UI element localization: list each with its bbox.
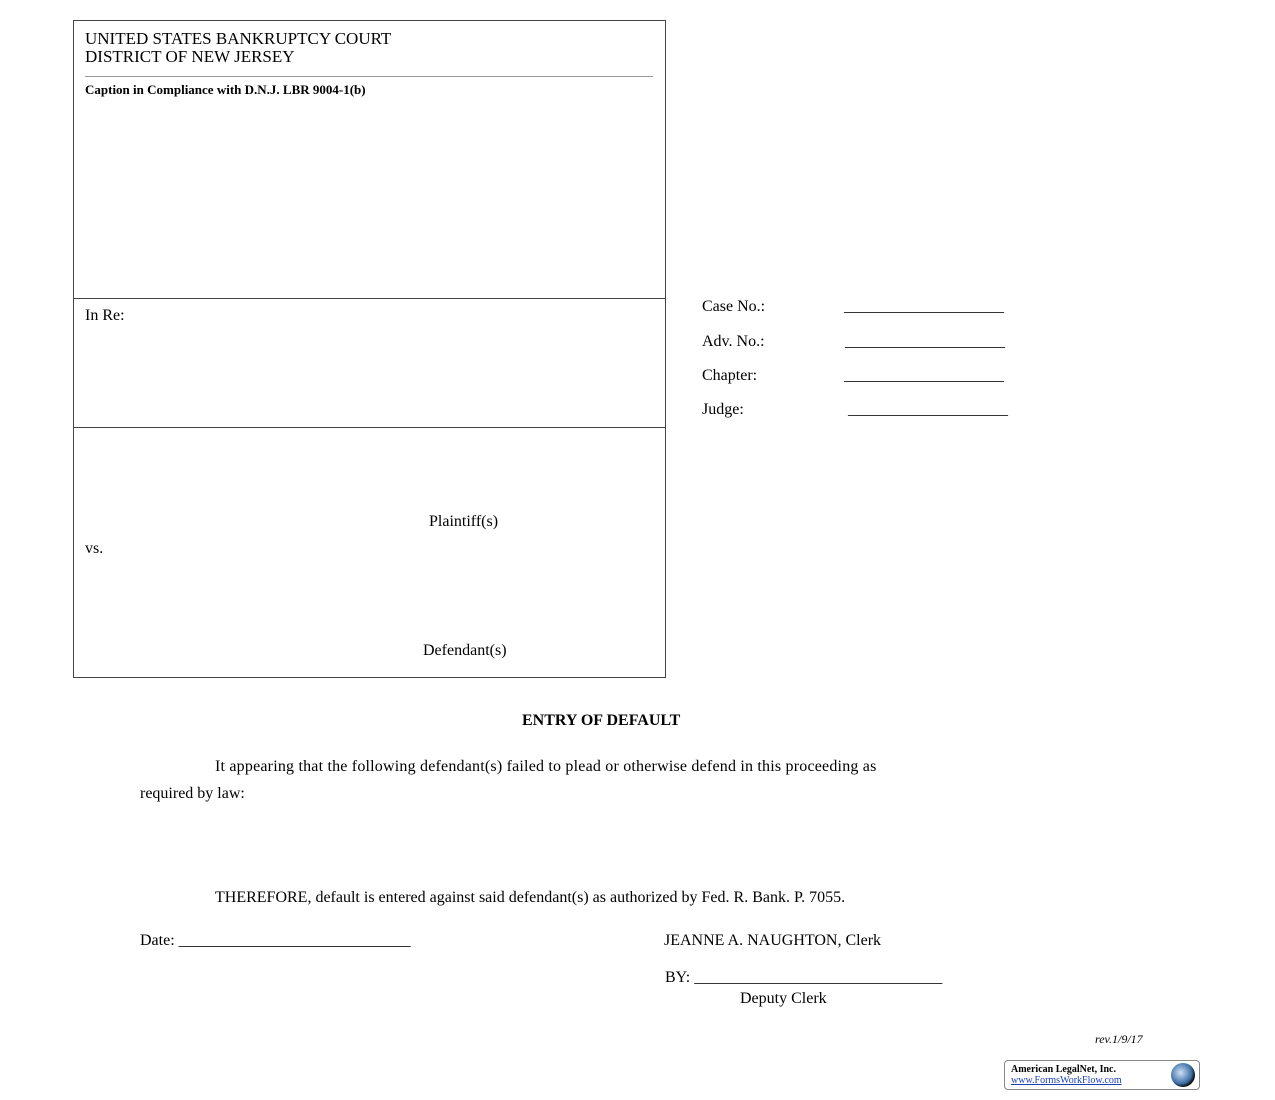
- caption-divider: [85, 76, 653, 77]
- paragraph-1-line-2: required by law:: [140, 785, 245, 802]
- signature-field[interactable]: BY: _______________________________: [665, 969, 943, 986]
- court-name: UNITED STATES BANKRUPTCY COURT: [85, 29, 392, 48]
- deputy-clerk-label: Deputy Clerk: [740, 990, 827, 1007]
- date-field[interactable]: Date: _____________________________: [140, 932, 411, 949]
- district-name: DISTRICT OF NEW JERSEY: [85, 47, 295, 66]
- judge-label: Judge:: [702, 401, 744, 418]
- compliance-note: Caption in Compliance with D.N.J. LBR 9004-1(b): [85, 82, 366, 97]
- adv-no-label: Adv. No.:: [702, 333, 765, 350]
- paragraph-1-line-1: It appearing that the following defendant(s) failed to plead or otherwise defend in this proceeding as: [215, 758, 877, 775]
- logo-company: American LegalNet, Inc.: [1011, 1064, 1116, 1075]
- defendant-label: Defendant(s): [423, 642, 507, 659]
- plaintiff-label: Plaintiff(s): [429, 513, 499, 530]
- document-title: ENTRY OF DEFAULT: [522, 712, 681, 729]
- paragraph-2: THEREFORE, default is entered against said defendant(s) as authorized by Fed. R. Bank. P. 7055.: [215, 889, 846, 906]
- chapter-label: Chapter:: [702, 367, 758, 384]
- in-re-label: In Re:: [85, 307, 125, 324]
- case-no-blank[interactable]: ____________________: [844, 298, 1004, 315]
- vs-label: vs.: [85, 540, 104, 557]
- adv-no-blank[interactable]: ____________________: [845, 333, 1005, 350]
- clerk-name: JEANNE A. NAUGHTON, Clerk: [664, 932, 882, 949]
- globe-icon: [1171, 1063, 1195, 1087]
- chapter-blank[interactable]: ____________________: [844, 367, 1004, 384]
- judge-blank[interactable]: ____________________: [848, 401, 1008, 418]
- case-no-label: Case No.:: [702, 298, 766, 315]
- in-re-box: [73, 297, 666, 428]
- parties-box: [73, 427, 666, 678]
- american-legalnet-logo[interactable]: [1004, 1060, 1200, 1090]
- revision-date: rev.1/9/17: [1095, 1032, 1143, 1046]
- logo-url[interactable]: www.FormsWorkFlow.com: [1011, 1075, 1122, 1086]
